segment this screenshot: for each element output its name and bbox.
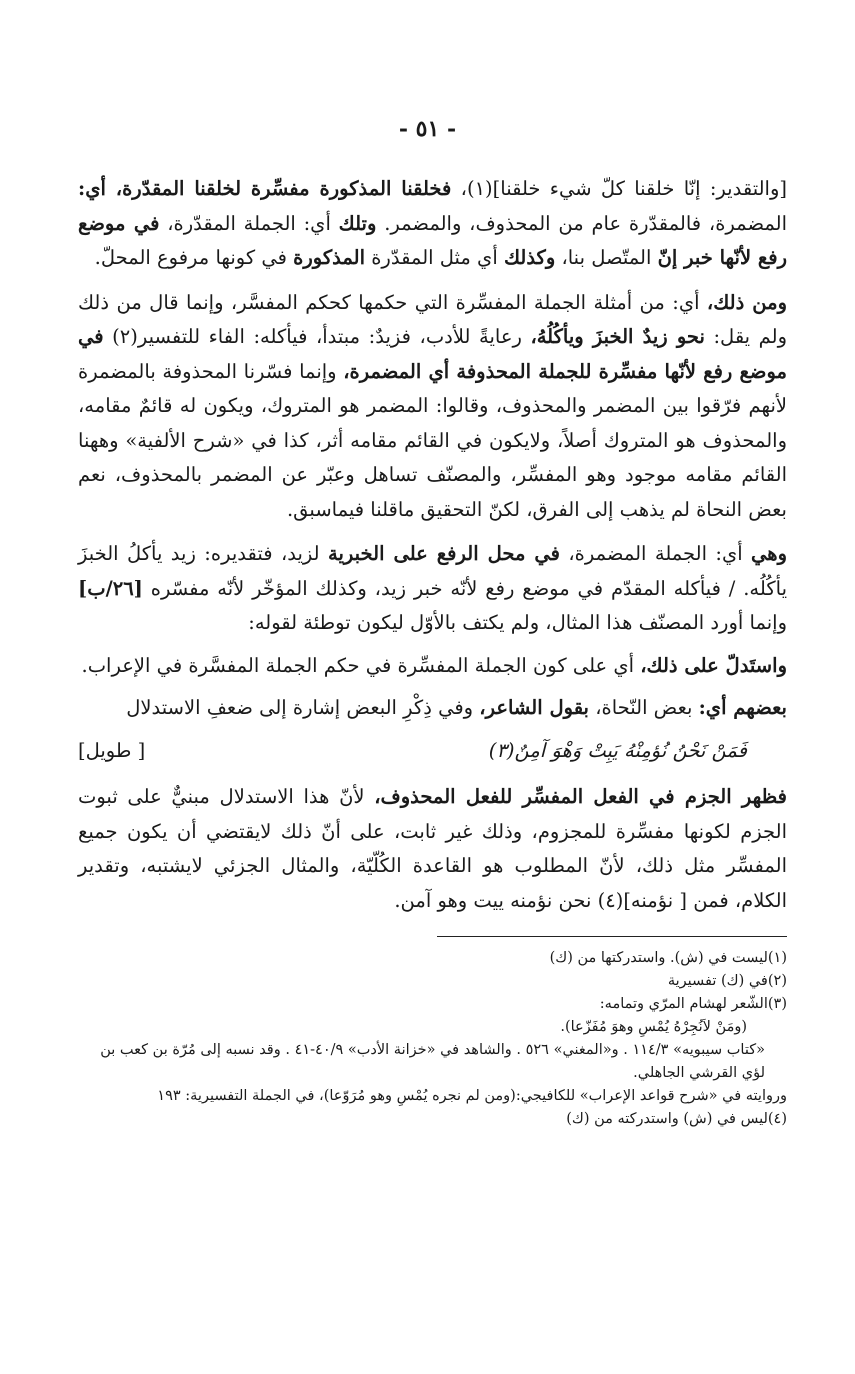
bold-run: في محل الرفع على الخبرية (328, 542, 560, 565)
bold-run: نحو زيدٌ الخبزَ ويأكُلُهُ، (530, 325, 705, 348)
text-run: [والتقدير: إنّا خلقنا كلّ شيء خلقنا](١)، (451, 177, 787, 200)
paragraph (78, 691, 787, 726)
text-run: وإنما فسّرنا المحذوفة بالمضمرة لأنهم فرّقوا بين المضمر والمحذوف، وقالوا: المضمر هو المتروك، ويكون له قائمٌ مقامه، والمحذوف هو المتروك أصلاً، ولايكون في القائم مقامه أثر، كذا في «شرح الألفية» وههنا القائم مقامه موجود وهو المفسِّر، والمصنّف تساهل وعبّر عن المضمر بالمحذوف، نعم بعض النحاة لم يذهب إلى الفرق، لكنّ التحقيق ماقلنا فيماسبق. (78, 359, 787, 521)
footnote: (١)ليست في (ش). واستدركتها من (ك) (549, 950, 787, 966)
paragraph (78, 649, 787, 684)
bold-run: واستَدلّ على ذلك، (640, 653, 787, 677)
text-run: أي على كون الجملة المفسِّرة في حكم الجملة المفسَّرة في الإعراب. (81, 653, 641, 677)
footnote: (٤)ليس في (ش) واستدركته من (ك) (566, 1111, 787, 1127)
bold-run: بعضهم أي: (698, 696, 787, 719)
text-run: المضمرة، فالمقدّرة عام من المحذوف، والمضمر. (376, 211, 787, 235)
bold-run: بقول الشاعر، (479, 696, 589, 719)
text-run: وفي ذِكْرِ البعض إشارة إلى ضعفِ الاستدلال (126, 696, 480, 719)
text-run: أي: من أمثلة الجملة المفسِّرة التي حكمها كحكم المفسَّر، وإنما قال من ذلك ولم يقل: (78, 290, 788, 348)
bold-run: فظهر الجزم في الفعل المفسِّر للفعل المحذوف، (374, 785, 787, 808)
text-run: لزيد، فتقديره: زيد يأكلُ الخبزَ يأكُلُه. / فيأكله المقدّم في موضع رفع لأنّه خبر زيد، وكذلك المؤخّر لأنّه مفسّره (78, 542, 787, 600)
text-run: وإنما أورد المصنّف هذا المثال، ولم يكتف بالأوّل ليكون توطئة لقوله: (248, 611, 787, 634)
bold-run: وتلك (338, 211, 377, 235)
bold-run: [٢٦/ب] (78, 576, 143, 600)
footnote: (٢)في (ك) تفسيرية (667, 973, 787, 989)
bold-run: المذكورة (293, 246, 365, 269)
text-run: لأنّ هذا الاستدلال مبنيٌّ على ثبوت الجزم لكونها مفسِّرة للمجزوم، وذلك غير ثابت، على أنّ ذلك لايقتضي أن يكون جميع المفسِّر مثل ذلك، لأنّ المطلوب هو القاعدة الكُلّيّة، والمثال الجزئي لايشتبه، وتقدير الكلام، فمن [ نؤمنه](٤) نحن نؤمنه ييت وهو آمن. (78, 785, 787, 912)
verse-meter: [ طويل] (78, 738, 146, 762)
footnote-divider (437, 936, 787, 937)
paragraph (78, 780, 787, 918)
footnote: (٣)الشّعر لهشام المرّي وتمامه: (599, 996, 787, 1012)
bold-run: ومن ذلك، (706, 290, 787, 314)
bold-run: وكذلك (503, 246, 556, 269)
poetry-verse: فَمَنْ نَحْنُ نُؤمِنْهُ يَبِتْ وَهْوَ آمِنٌ(٣) (488, 738, 747, 762)
text-run: أي: الجملة المضمرة، (559, 542, 752, 565)
verse-line (78, 734, 787, 769)
bold-run: وهي (751, 542, 787, 565)
text-run: رعايةً للأدب، فزيدٌ: مبتدأ، فيأكله: الفاء للتفسير(٢) (103, 325, 531, 348)
text-run: المتّصل بنا، (555, 246, 658, 269)
text-run: في كونها مرفوع المحلّ. (94, 246, 294, 269)
footnote-source: وروايته في «شرح قواعد الإعراب» للكافيجي:(ومن لم نجره يُمْسِ وهو مُرَوّعا)، في الجملة التفسيرية: ١٩٣ (157, 1088, 787, 1104)
paragraph (78, 537, 787, 641)
footnote-verse: (ومَنْ لاَنُجِرْهُ يُمْسِ وهوَ مُفَزّعا). (560, 1019, 747, 1035)
bold-run: في موضع رفع لأنّها خبر إنّ (78, 211, 787, 269)
page-number: - ٥١ - (398, 116, 457, 142)
paragraph (78, 172, 787, 276)
text-run: بعض النّحاة، (589, 696, 699, 719)
text-run: أي: الجملة المقدّرة، (159, 211, 339, 235)
footnotes (78, 947, 787, 1131)
bold-run: في موضع رفع لأنّها مفسِّرة للجملة المحذوفة أي المضمرة، (78, 325, 787, 383)
footnote-source: «كتاب سيبويه» ١١٤/٣ . و«المغني» ٥٢٦ . والشاهد في «خزانة الأدب» ٤٠/٩-٤١ . وقد نسبه إلى مُرّة بن كعب بن لؤي القرشي الجاهلي. (100, 1042, 765, 1081)
paragraph (78, 286, 787, 528)
bold-run: فخلقنا المذكورة مفسِّرة لخلقنا المقدّرة، أي: (78, 177, 452, 200)
text-run: أي مثل المقدّرة (365, 246, 504, 269)
main-text (78, 172, 787, 918)
